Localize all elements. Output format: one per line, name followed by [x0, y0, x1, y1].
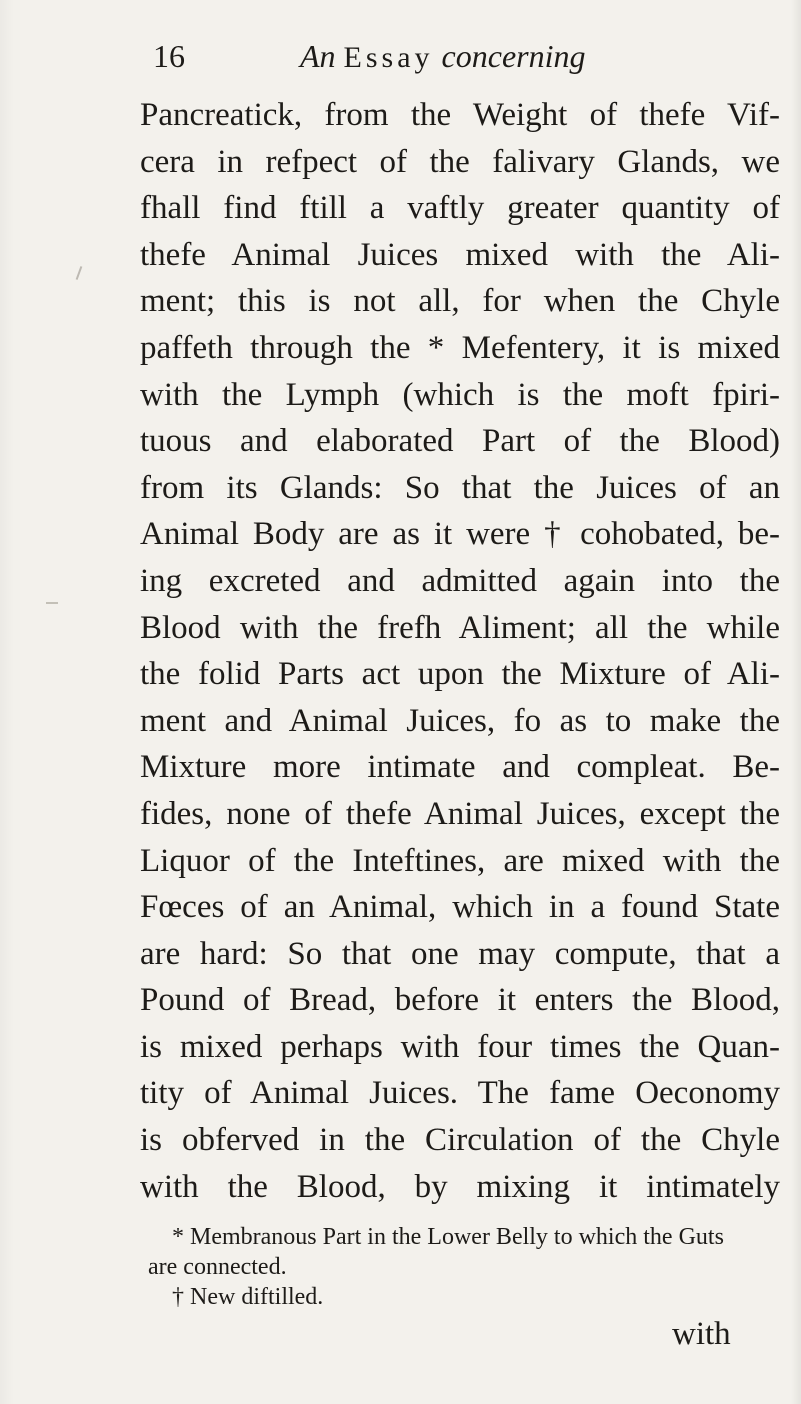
footnote-mesentery-line-2: are connected. — [148, 1254, 287, 1280]
text-line: ment and Animal Juices, fo as to make the — [140, 702, 780, 739]
text-line: tuous and elaborated Part of the Blood) — [140, 423, 780, 460]
running-title-an: An — [300, 38, 336, 74]
text-line: are hard: So that one may compute, that a — [140, 935, 780, 972]
text-line: from its Glands: So that the Juices of an — [140, 469, 780, 506]
text-line: tity of Animal Juices. The fame Oeconomy — [140, 1075, 780, 1112]
text-line: Pound of Bread, before it enters the Blood, — [140, 982, 780, 1019]
margin-mark — [46, 602, 58, 604]
text-line: Liquor of the Inteftines, are mixed with the — [140, 842, 780, 879]
body-text — [140, 92, 780, 1210]
text-line: ing excreted and admitted again into the — [140, 562, 780, 599]
running-head — [0, 0, 801, 90]
text-line: Mixture more intimate and compleat. Be- — [140, 749, 780, 786]
text-line: Blood with the frefh Aliment; all the while — [140, 609, 780, 646]
text-line: cera in refpect of the falivary Glands, we — [140, 143, 780, 180]
text-line: is mixed perhaps with four times the Quan- — [140, 1028, 780, 1065]
text-line: paffeth through the * Mefentery, it is mixed — [140, 329, 780, 366]
footnote-mesentery-line-1: * Membranous Part in the Lower Belly to which the Guts — [172, 1224, 724, 1250]
running-title — [300, 36, 586, 78]
running-title-concerning: concerning — [441, 38, 586, 74]
running-title-essay: Essay — [343, 41, 434, 74]
text-line: fides, none of thefe Animal Juices, except the — [140, 795, 780, 832]
footnote-cohobated: † New diftilled. — [172, 1284, 324, 1310]
text-line: with the Lymph (which is the moft fpiri- — [140, 376, 780, 413]
text-line: the folid Parts act upon the Mixture of Ali- — [140, 656, 780, 693]
page-number: 16 — [153, 38, 185, 74]
text-line: is obferved in the Circulation of the Chyle — [140, 1122, 780, 1159]
stray-ink-mark — [76, 266, 83, 280]
text-line: thefe Animal Juices mixed with the Ali- — [140, 236, 780, 273]
text-line: with the Blood, by mixing it intimately — [140, 1168, 780, 1205]
text-line: Fœces of an Animal, which in a found State — [140, 889, 780, 926]
text-line: Pancreatick, from the Weight of thefe Vif- — [140, 97, 780, 133]
footnotes — [148, 1222, 778, 1312]
catchword: with — [672, 1316, 731, 1352]
text-line: ment; this is not all, for when the Chyle — [140, 283, 780, 320]
text-line: fhall find ftill a vaftly greater quantity of — [140, 190, 780, 227]
text-line: Animal Body are as it were † cohobated, be- — [140, 516, 780, 553]
